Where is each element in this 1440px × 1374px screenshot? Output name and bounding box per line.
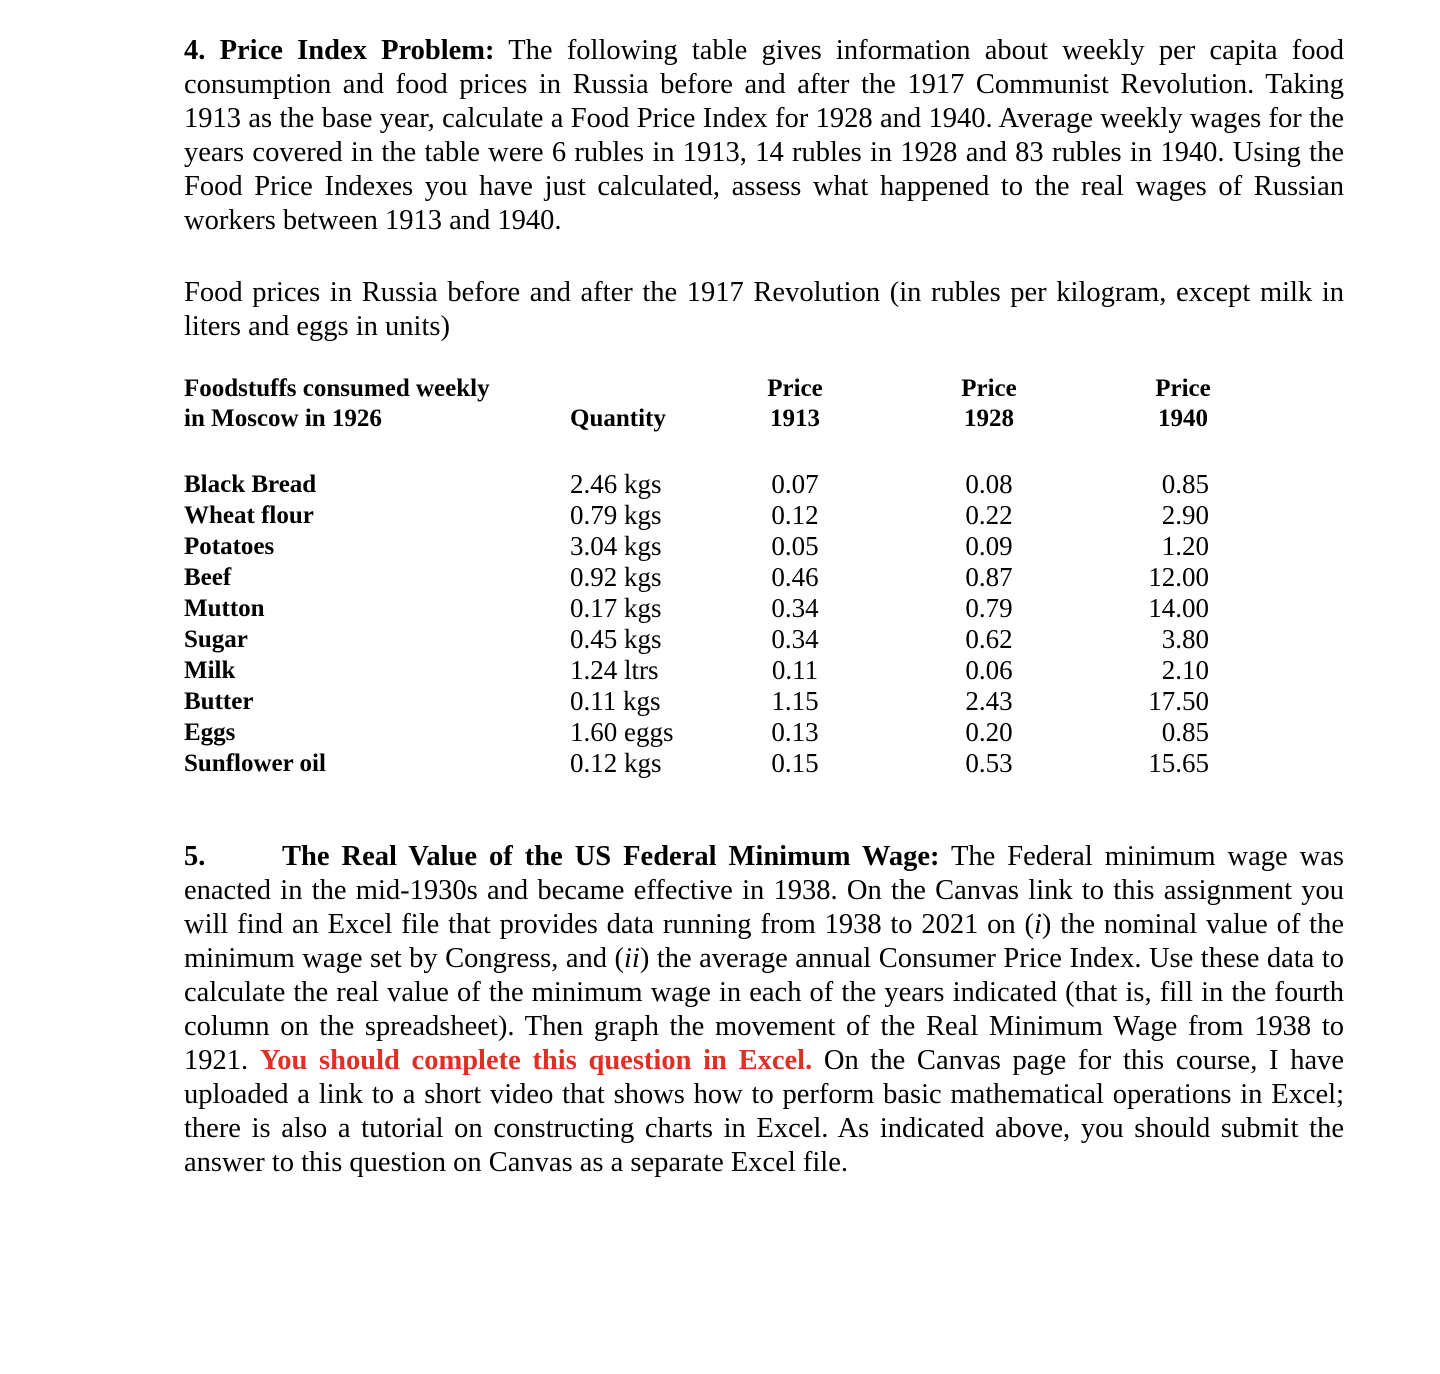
table-row (184, 469, 1344, 500)
price-1928: 0.62 (965, 624, 1013, 654)
food-name: Potatoes (184, 533, 275, 560)
price-1913: 0.34 (771, 593, 819, 623)
price-1928: 0.53 (965, 748, 1013, 778)
price-1913: 0.46 (771, 562, 819, 592)
table-row (184, 562, 1344, 593)
price-1913: 1.15 (771, 686, 819, 716)
table-row (184, 686, 1344, 717)
quantity: 0.11 kgs (570, 686, 661, 716)
quantity: 0.17 kgs (570, 593, 662, 623)
table-body (184, 469, 1344, 779)
price-1928: 0.22 (965, 500, 1013, 530)
header-foodstuffs (184, 374, 564, 434)
roman-i: i (1034, 909, 1042, 940)
price-1940: 14.00 (1148, 593, 1209, 623)
price-1913: 0.12 (771, 500, 819, 530)
price-1940: 1.20 (1161, 531, 1209, 561)
price-1928: 0.87 (965, 562, 1013, 592)
question-5-title: The Real Value of the US Federal Minimum Wage: (282, 841, 940, 872)
table-row (184, 500, 1344, 531)
question-5-text-c: ) the average annual Consumer Price Index. Use these data to calculate the real value of the minimum wage in each of the years indicated (that is, fill in the fourth column on the spreadsheet). Then graph the movement of the Real Minimum Wage from 1938 to 1921. (184, 943, 1344, 1076)
quantity: 0.12 kgs (570, 748, 662, 778)
food-name: Milk (184, 657, 236, 684)
food-name: Wheat flour (184, 502, 314, 529)
price-1928: 0.20 (965, 717, 1013, 747)
food-name: Eggs (184, 719, 236, 746)
price-1913: 0.07 (771, 469, 819, 499)
table-row (184, 655, 1344, 686)
quantity: 1.60 eggs (570, 717, 674, 747)
question-5 (184, 840, 1344, 1180)
header-foodstuffs-line1: Foodstuffs consumed weekly (184, 375, 490, 402)
food-name: Sugar (184, 626, 248, 653)
header-price-1928-line2: 1928 (964, 405, 1014, 432)
price-1940: 0.85 (1161, 717, 1209, 747)
quantity: 1.24 ltrs (570, 655, 659, 685)
excel-instruction-highlight: You should complete this question in Excel. (259, 1045, 813, 1076)
price-1928: 0.09 (965, 531, 1013, 561)
header-price-1913-line2: 1913 (770, 405, 820, 432)
table-row (184, 531, 1344, 562)
table-row (184, 593, 1344, 624)
question-4-text: The following table gives information about weekly per capita food consumption and food prices in Russia before and after the 1917 Communist Revolution. Taking 1913 as the base year, calculate a Food Price Index for 1928 and 1940. Average weekly wages for the years covered in the table were 6 rubles in 1913, 14 rubles in 1928 and 83 rubles in 1940. Using the Food Price Indexes you have just calculated, assess what happened to the real wages of Russian workers between 1913 and 1940. (184, 35, 1344, 236)
header-quantity: Quantity (570, 405, 666, 432)
header-price-1913-line1: Price (767, 375, 823, 402)
quantity: 3.04 kgs (570, 531, 662, 561)
header-price-1940-line2: 1940 (1158, 405, 1208, 432)
header-price-1940-line1: Price (1155, 375, 1211, 402)
price-1940: 3.80 (1161, 624, 1209, 654)
price-1928: 0.06 (965, 655, 1013, 685)
quantity: 2.46 kgs (570, 469, 662, 499)
question-4 (184, 34, 1344, 238)
price-1940: 2.10 (1161, 655, 1209, 685)
food-name: Beef (184, 564, 232, 591)
price-1940: 12.00 (1148, 562, 1209, 592)
food-name: Mutton (184, 595, 265, 622)
price-1913: 0.34 (771, 624, 819, 654)
price-1940: 0.85 (1161, 469, 1209, 499)
food-price-table (184, 374, 1344, 784)
price-1940: 2.90 (1161, 500, 1209, 530)
price-1940: 15.65 (1148, 748, 1209, 778)
price-1928: 0.79 (965, 593, 1013, 623)
quantity: 0.79 kgs (570, 500, 662, 530)
price-1913: 0.05 (771, 531, 819, 561)
quantity: 0.92 kgs (570, 562, 662, 592)
header-price-1913 (730, 374, 860, 434)
price-1913: 0.13 (771, 717, 819, 747)
table-caption: Food prices in Russia before and after the 1917 Revolution (in rubles per kilogram, except milk in liters and eggs in units) (184, 277, 1344, 342)
question-5-number: 5. (184, 841, 206, 872)
document-page (184, 34, 1344, 1180)
table-row (184, 717, 1344, 748)
food-name: Butter (184, 688, 254, 715)
price-1940: 17.50 (1148, 686, 1209, 716)
food-name: Black Bread (184, 471, 317, 498)
header-price-1928 (924, 374, 1054, 434)
header-price-1940 (1118, 374, 1248, 434)
price-1928: 0.08 (965, 469, 1013, 499)
quantity: 0.45 kgs (570, 624, 662, 654)
header-foodstuffs-line2: in Moscow in 1926 (184, 405, 382, 432)
question-5-text-d: On the Canvas page for this course, I have uploaded a link to a short video that shows how to perform basic mathematical operations in Excel; there is also a tutorial on constructing charts in Excel. As indicated above, you should submit the answer to this question on Canvas as a separate Excel file. (184, 1045, 1344, 1178)
table-row (184, 748, 1344, 779)
food-name: Sunflower oil (184, 750, 326, 777)
table-row (184, 624, 1344, 655)
header-price-1928-line1: Price (961, 375, 1017, 402)
question-4-label: 4. Price Index Problem: (184, 35, 495, 66)
question-5-text-b: ) the nominal value of the minimum wage set by Congress, and ( (184, 909, 1344, 974)
roman-ii: ii (624, 943, 640, 974)
price-1913: 0.11 (771, 655, 819, 685)
question-5-text-a: The Federal minimum wage was enacted in the mid-1930s and became effective in 1938. On the Canvas link to this assignment you will find an Excel file that provides data running from 1938 to 2021 on ( (184, 841, 1344, 940)
price-1913: 0.15 (771, 748, 819, 778)
price-1928: 2.43 (965, 686, 1013, 716)
